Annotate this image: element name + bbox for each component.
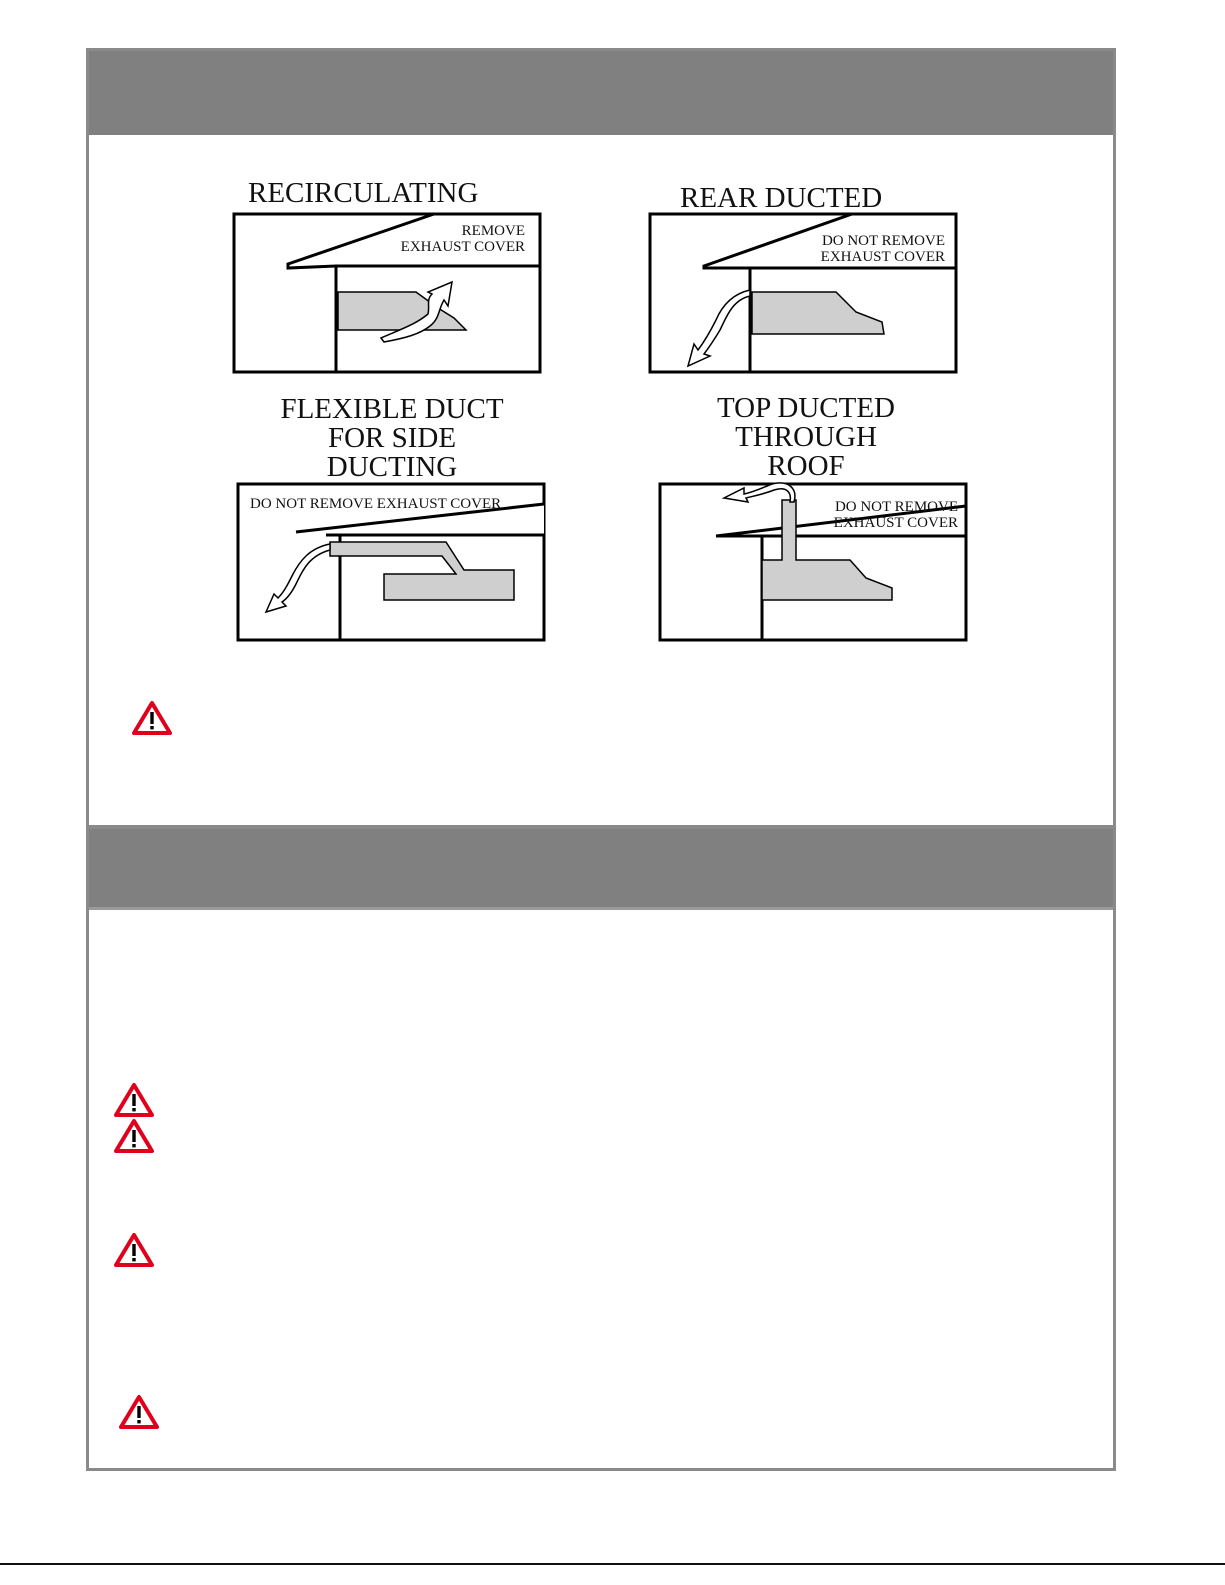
installation-panel xyxy=(86,826,1116,1471)
warning-triangle-icon xyxy=(132,700,172,736)
flexible-duct-note: DO NOT REMOVE EXHAUST COVER xyxy=(250,496,502,512)
recirculating-note-1: REMOVE xyxy=(461,223,525,239)
recirculating-diagram xyxy=(234,177,540,372)
warning-triangle-icon xyxy=(119,1394,159,1430)
top-ducted-note-2: EXHAUST COVER xyxy=(833,515,958,531)
rear-ducted-diagram xyxy=(650,182,956,372)
section-header-bar xyxy=(89,829,1113,910)
top-ducted-title-2: THROUGH xyxy=(735,421,877,453)
top-ducted-note-1: DO NOT REMOVE xyxy=(834,499,958,515)
top-ducted-diagram xyxy=(660,392,966,640)
flexible-duct-title-3: DUCTING xyxy=(326,451,458,483)
rear-ducted-note-1: DO NOT REMOVE xyxy=(821,233,945,249)
rear-ducted-note-2: EXHAUST COVER xyxy=(820,249,945,265)
rear-ducted-title: REAR DUCTED xyxy=(680,182,883,214)
flexible-duct-title-1: FLEXIBLE DUCT xyxy=(280,393,504,425)
section-header-bar xyxy=(89,51,1113,135)
flexible-duct-diagram xyxy=(238,393,544,640)
top-ducted-title-3: ROOF xyxy=(767,450,845,482)
recirculating-note-2: EXHAUST COVER xyxy=(400,239,525,255)
page-bottom-rule xyxy=(0,1563,1225,1565)
venting-diagram xyxy=(216,168,976,668)
top-ducted-title-1: TOP DUCTED xyxy=(716,392,896,424)
warning-triangle-icon xyxy=(114,1118,154,1154)
flexible-duct-title-2: FOR SIDE xyxy=(327,422,457,454)
warning-triangle-icon xyxy=(114,1082,154,1118)
recirculating-title: RECIRCULATING xyxy=(248,177,479,209)
warning-triangle-icon xyxy=(114,1232,154,1268)
